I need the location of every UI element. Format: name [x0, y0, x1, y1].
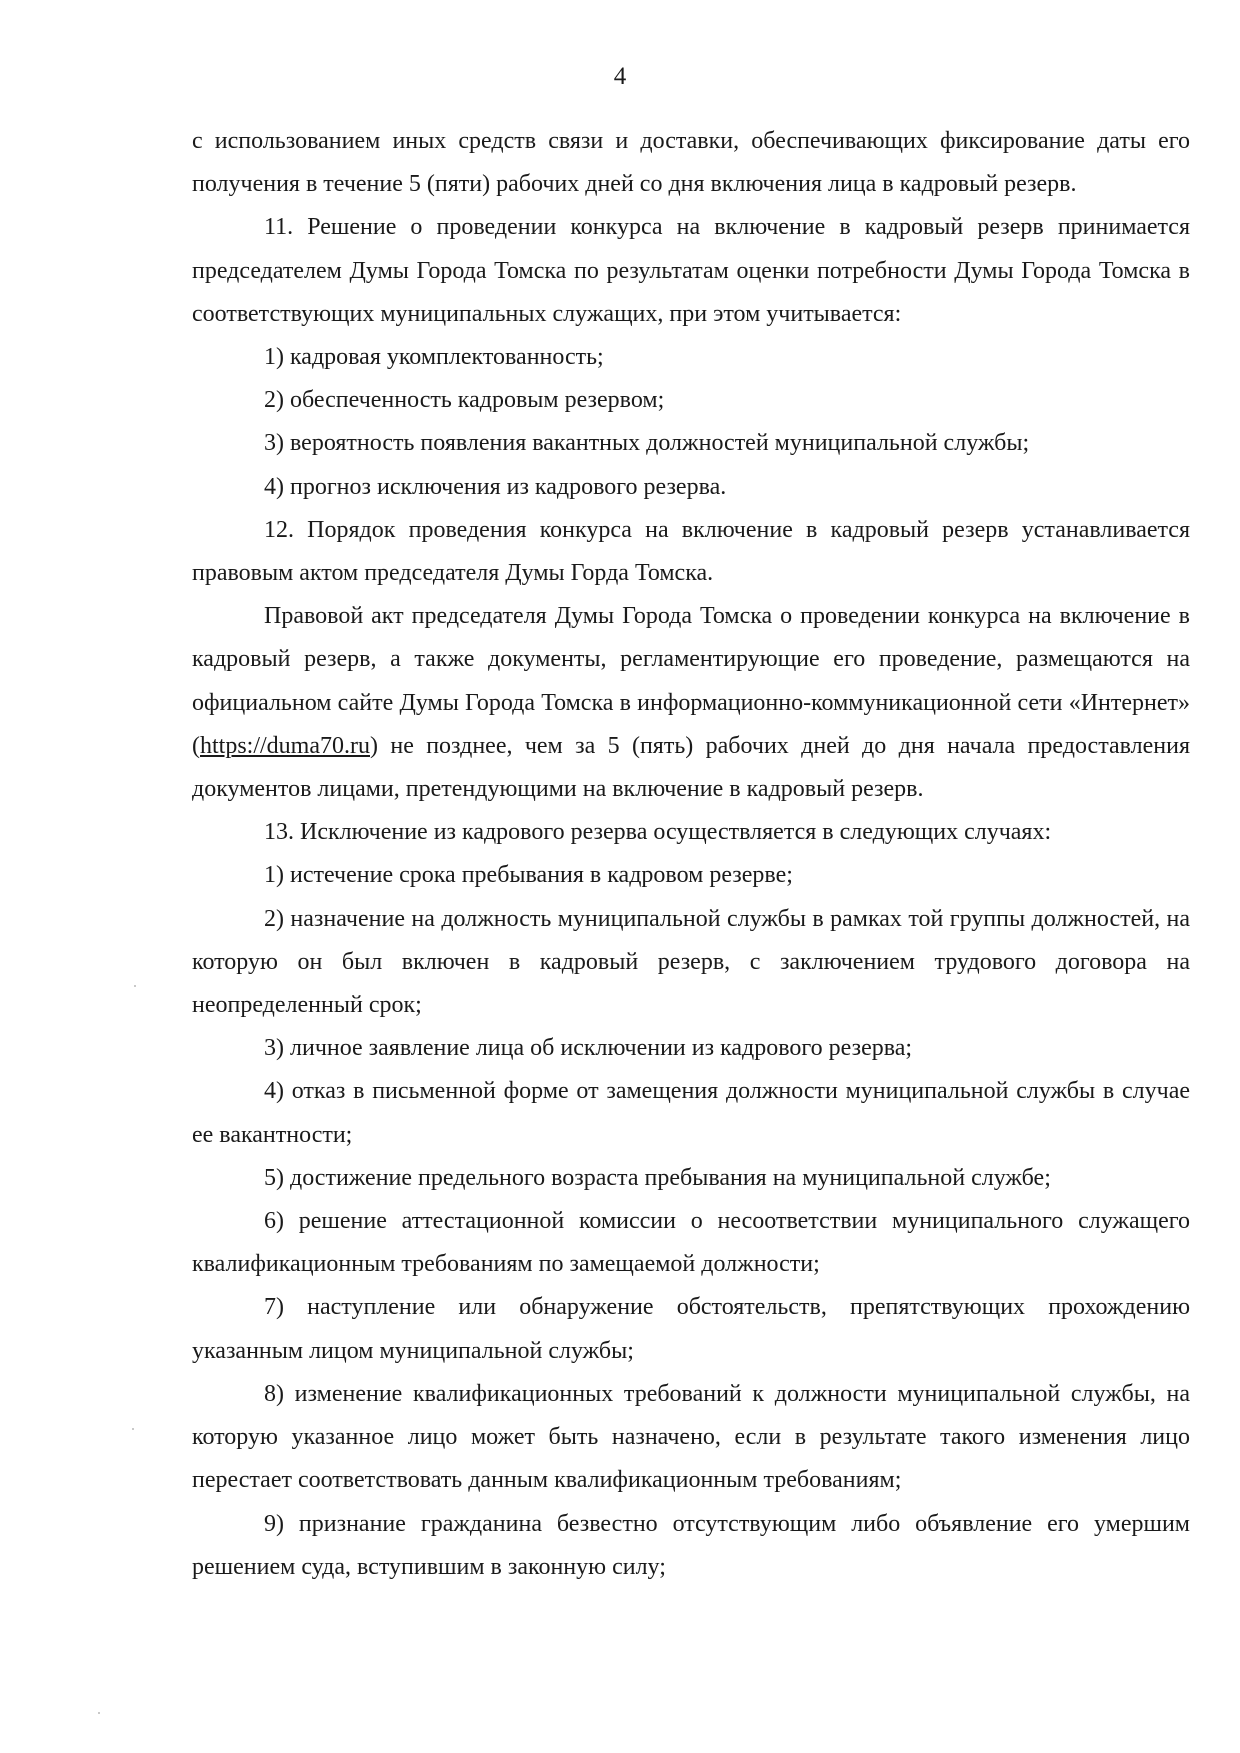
paragraph-item-13: 13. Исключение из кадрового резерва осуществляется в следующих случаях:	[264, 819, 1052, 846]
paragraph-text-before-link: Правовой акт председателя Думы Города Томска о проведении конкурса на включение в кадровый резерв, а также документы, регламентирующие его проведение, размещаются на официальном сайте Думы Города Томска в информационно-коммуникационной сети «Интернет» (	[192, 603, 1190, 759]
paragraph-legal-act	[192, 595, 1190, 811]
paragraph-item-12: 12. Порядок проведения конкурса на включение в кадровый резерв устанавливается правовым актом председателя Думы Горда Томска.	[192, 516, 1190, 587]
scan-speck	[132, 1428, 134, 1430]
list-item: 8) изменение квалификационных требований к должности муниципальной службы, на которую указанное лицо может быть назначено, если в результате такого изменения лицо перестает соответствовать данным квалификационным требованиям;	[192, 1380, 1190, 1494]
paragraph-item-11: 11. Решение о проведении конкурса на включение в кадровый резерв принимается председателем Думы Города Томска по результатам оценки потребности Думы Города Томска в соответствующих муниципальных служащих, при этом учитывается:	[192, 214, 1190, 327]
list-item: 4) отказ в письменной форме от замещения должности муниципальной службы в случае ее вакантности;	[192, 1078, 1190, 1148]
scan-speck	[98, 1712, 100, 1714]
list-item: 2) назначение на должность муниципальной службы в рамках той группы должностей, на которую он был включен в кадровый резерв, с заключением трудового договора на неопределенный срок;	[192, 905, 1190, 1019]
list-item: 9) признание гражданина безвестно отсутствующим либо объявление его умершим решением суда, вступившим в законную силу;	[192, 1510, 1190, 1580]
list-item: 1) кадровая укомплектованность;	[264, 344, 604, 371]
list-item: 3) личное заявление лица об исключении из кадрового резерва;	[264, 1035, 913, 1062]
list-item: 2) обеспеченность кадровым резервом;	[264, 387, 665, 414]
list-item: 5) достижение предельного возраста пребывания на муниципальной службе;	[264, 1164, 1051, 1191]
list-item: 6) решение аттестационной комиссии о несоответствии муниципального служащего квалификационным требованиям по замещаемой должности;	[192, 1208, 1190, 1278]
paragraph-text-after-link: ) не позднее, чем за 5 (пять) рабочих дней до дня начала предоставления документов лицами, претендующими на включение в кадровый резерв.	[192, 732, 1190, 803]
list-item: 3) вероятность появления вакантных должностей муниципальной службы;	[264, 430, 1030, 457]
document-body	[192, 120, 1190, 1589]
list-item: 4) прогноз исключения из кадрового резерва.	[264, 473, 727, 500]
website-link[interactable]: https://duma70.ru	[200, 732, 370, 759]
page-number: 4	[613, 63, 627, 90]
scan-speck	[134, 985, 136, 987]
paragraph-continuation: с использованием иных средств связи и доставки, обеспечивающих фиксирование даты его получения в течение 5 (пяти) рабочих дней со дня включения лица в кадровый резерв.	[192, 128, 1190, 198]
list-item: 1) истечение срока пребывания в кадровом резерве;	[264, 862, 793, 889]
list-item: 7) наступление или обнаружение обстоятельств, препятствующих прохождению указанным лицом муниципальной службы;	[192, 1294, 1190, 1364]
